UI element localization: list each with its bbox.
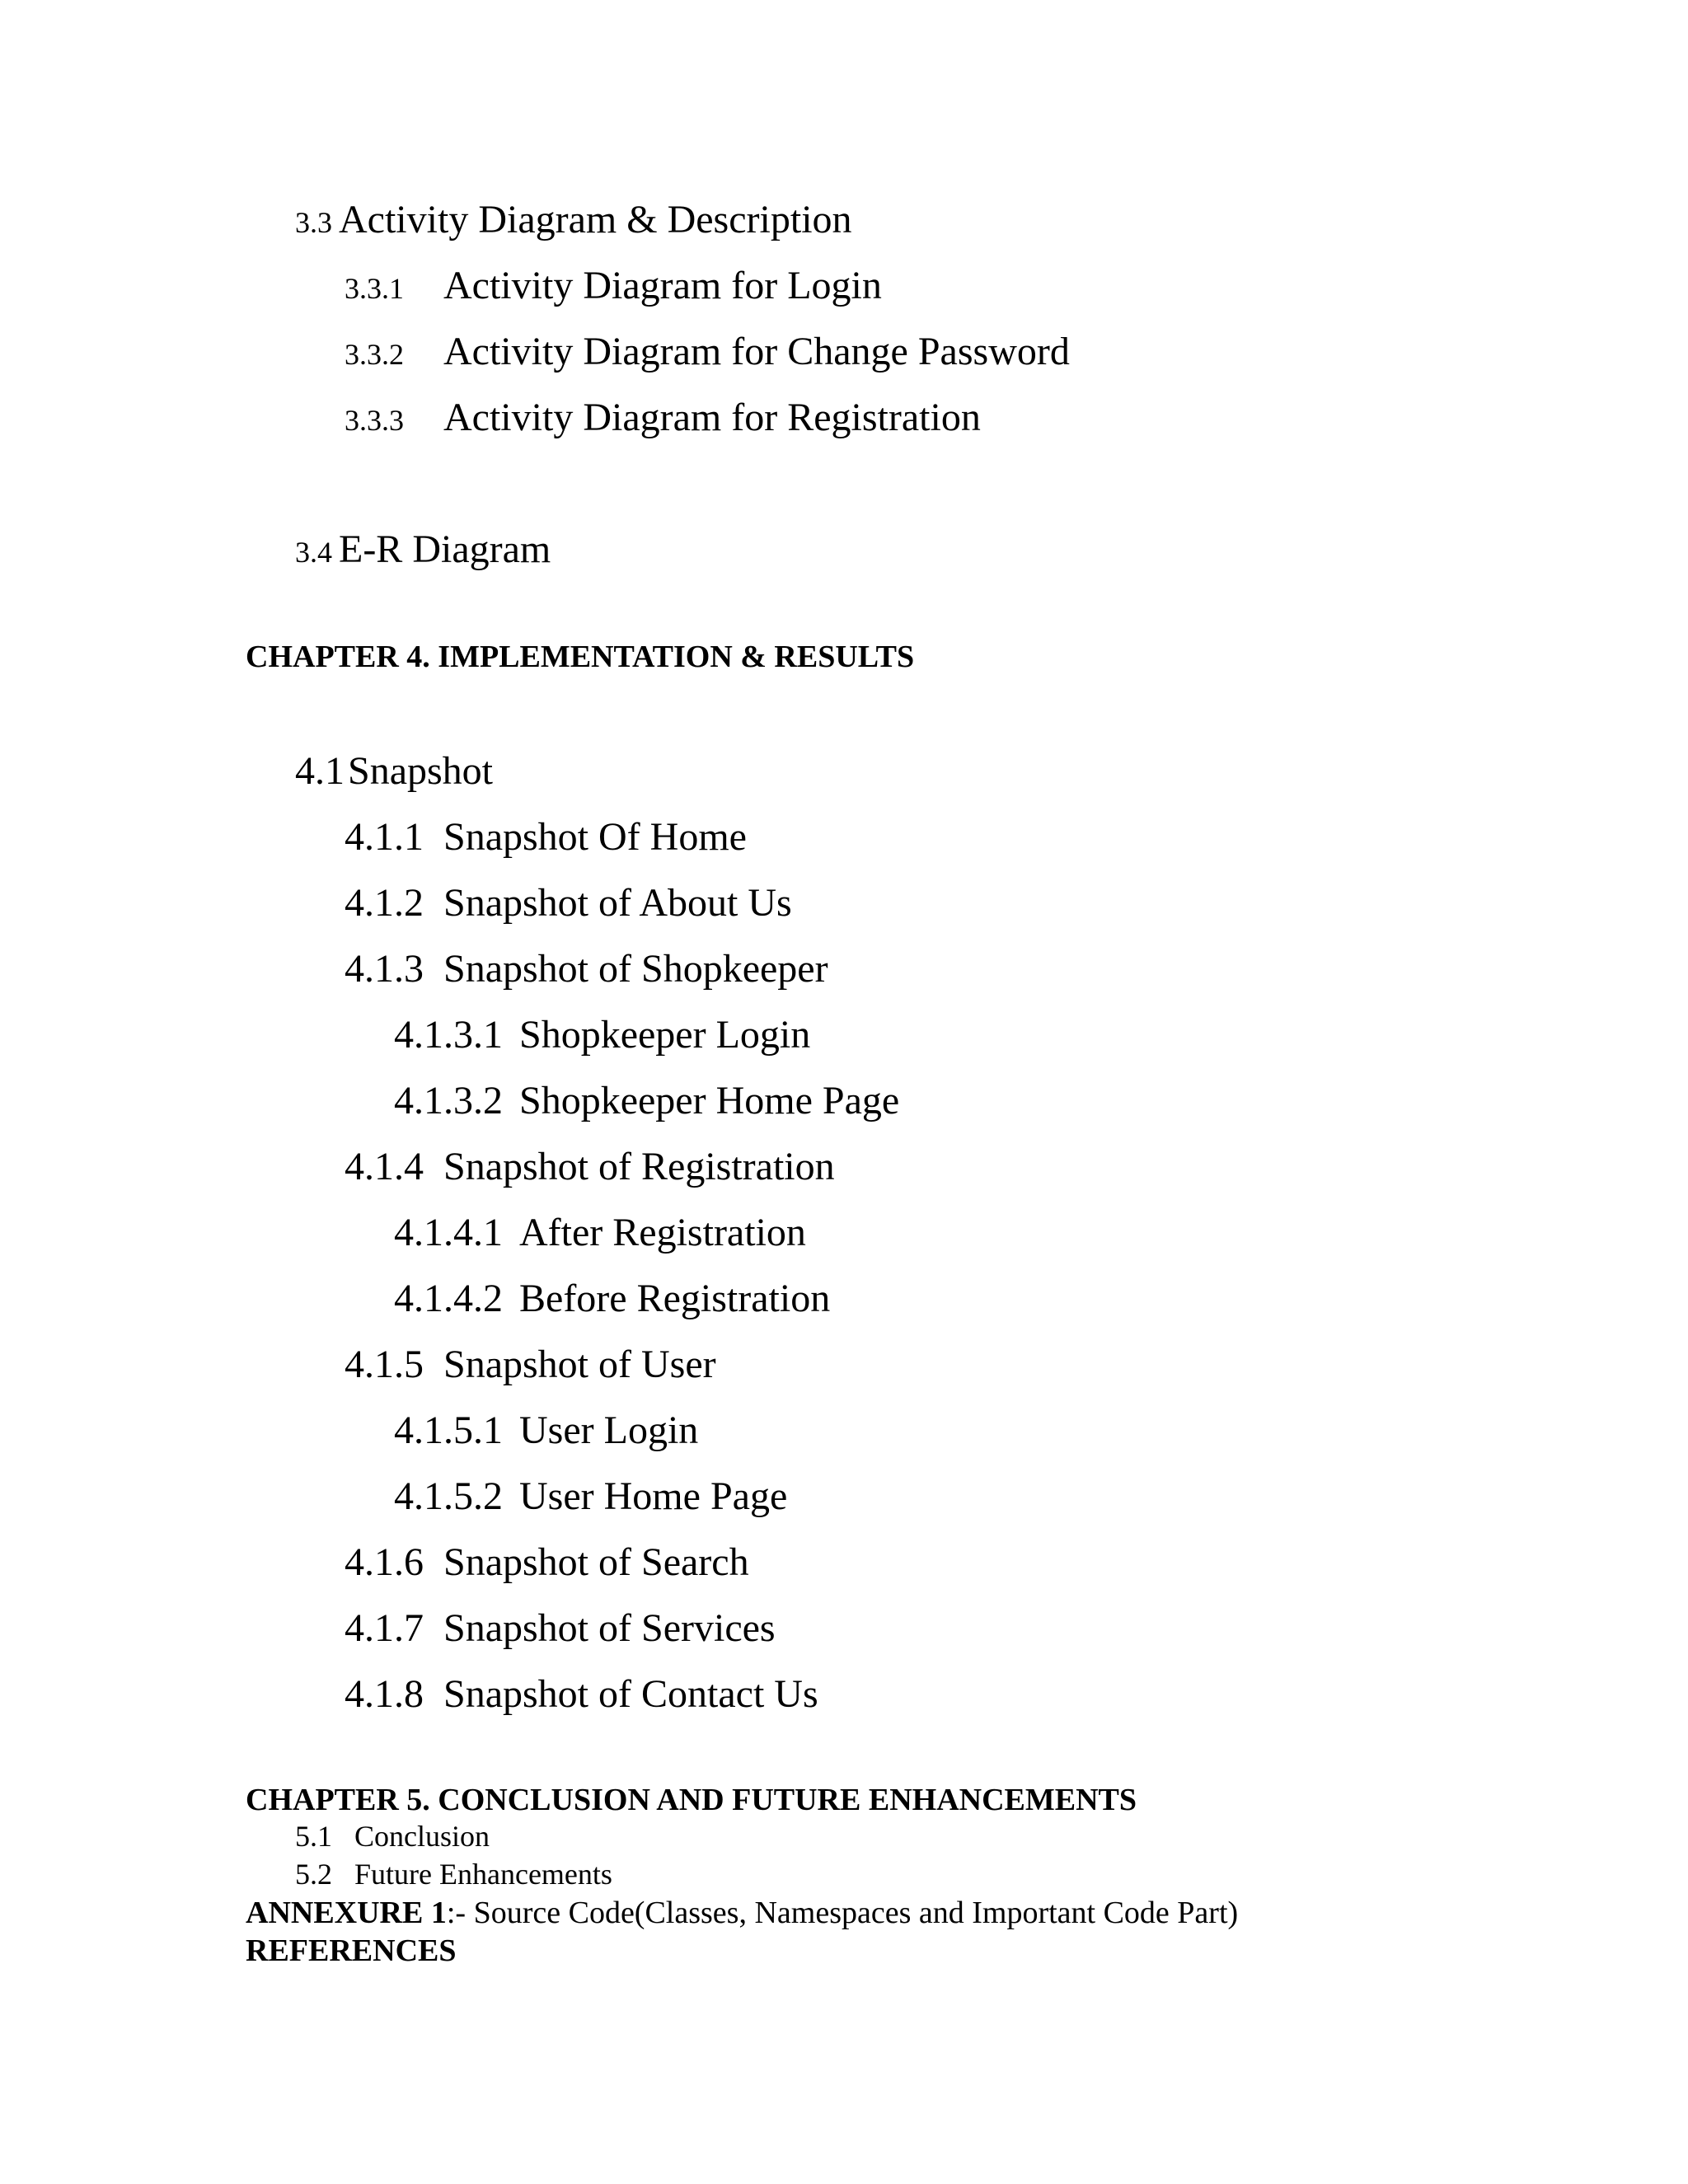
toc-entry-4-1-8 [345,1672,818,1716]
toc-entry-4-1-5 [345,1345,716,1385]
section-number: 5.1 [295,1820,332,1853]
toc-entry-4-1-7 [345,1606,776,1650]
section-title: Snapshot of About Us [443,881,792,925]
section-number: 4.1 [295,749,345,793]
section-title: Shopkeeper Home Page [519,1079,900,1122]
section-number: 5.2 [295,1858,332,1891]
section-number: 4.1.3.1 [394,1013,503,1057]
section-number: 4.1.8 [345,1672,424,1716]
section-title: Snapshot of Registration [443,1145,835,1188]
section-number: 4.1.3 [345,947,424,991]
section-title: Conclusion [354,1820,490,1853]
section-title: Activity Diagram for Login [443,264,882,307]
annexure-label: ANNEXURE 1 [246,1896,447,1930]
section-number: 4.1.4.1 [394,1211,503,1254]
section-title: Snapshot of Search [443,1540,749,1584]
section-number: 4.1.5 [345,1343,424,1386]
section-title: User Login [519,1408,699,1452]
section-title: Snapshot of Contact Us [443,1672,818,1716]
chapter-5-heading: CHAPTER 5. CONCLUSION AND FUTURE ENHANCEMENTS [246,1783,1137,1817]
section-title: E-R Diagram [339,527,551,571]
section-title: Snapshot of Services [443,1606,776,1650]
section-title: After Registration [519,1211,806,1254]
section-title: Activity Diagram for Registration [443,396,981,439]
section-title: Future Enhancements [354,1858,612,1891]
annexure-text: :- Source Code(Classes, Namespaces and Important Code Part) [446,1896,1239,1930]
toc-entry-3-3-1 [345,266,882,306]
section-number: 3.3.1 [345,272,404,305]
toc-entry-4-1-5-2 [394,1474,788,1518]
toc-entry-5-2 [295,1859,612,1889]
section-number: 4.1.6 [345,1540,424,1584]
toc-entry-4-1-5-1 [394,1408,699,1452]
section-title: Shopkeeper Login [519,1013,811,1057]
section-title: Snapshot [348,749,494,793]
section-number: 3.4 [295,536,332,569]
section-number: 4.1.1 [345,815,424,859]
section-number: 4.1.4 [345,1145,424,1188]
toc-entry-4-1-6 [345,1540,749,1584]
toc-entry-4-1-2 [345,883,792,923]
section-number: 3.3.3 [345,404,404,437]
section-title: User Home Page [519,1474,788,1518]
toc-entry-5-1 [295,1821,490,1851]
toc-entry-3-3-3 [345,398,981,438]
toc-entry-3-3-2 [345,332,1070,372]
section-title: Snapshot Of Home [443,815,747,859]
section-number: 4.1.7 [345,1606,424,1650]
section-number: 4.1.5.1 [394,1408,503,1452]
section-title: Snapshot of Shopkeeper [443,947,828,991]
toc-entry-4-1-4-2 [394,1279,830,1319]
section-number: 3.3 [295,206,332,239]
toc-entry-4-1 [295,749,494,793]
toc-entry-4-1-4-1 [394,1213,806,1253]
chapter-4-heading: CHAPTER 4. IMPLEMENTATION & RESULTS [246,640,915,674]
section-number: 3.3.2 [345,338,404,371]
section-title: Snapshot of User [443,1343,716,1386]
section-title: Activity Diagram for Change Password [443,330,1070,373]
toc-entry-3-4 [295,527,551,571]
section-number: 4.1.5.2 [394,1474,503,1518]
toc-entry-4-1-3-2 [394,1081,899,1121]
toc-entry-4-1-4 [345,1147,835,1187]
section-number: 4.1.3.2 [394,1079,503,1122]
section-number: 4.1.2 [345,881,424,925]
toc-entry-3-3 [295,200,852,240]
toc-entry-4-1-3-1 [394,1015,810,1055]
annexure-entry [246,1897,1238,1929]
section-title: Before Registration [519,1277,831,1320]
section-title: Activity Diagram & Description [339,198,852,241]
references-heading: REFERENCES [246,1933,457,1968]
section-number: 4.1.4.2 [394,1277,503,1320]
toc-entry-4-1-1 [345,815,747,859]
toc-entry-4-1-3 [345,949,828,989]
